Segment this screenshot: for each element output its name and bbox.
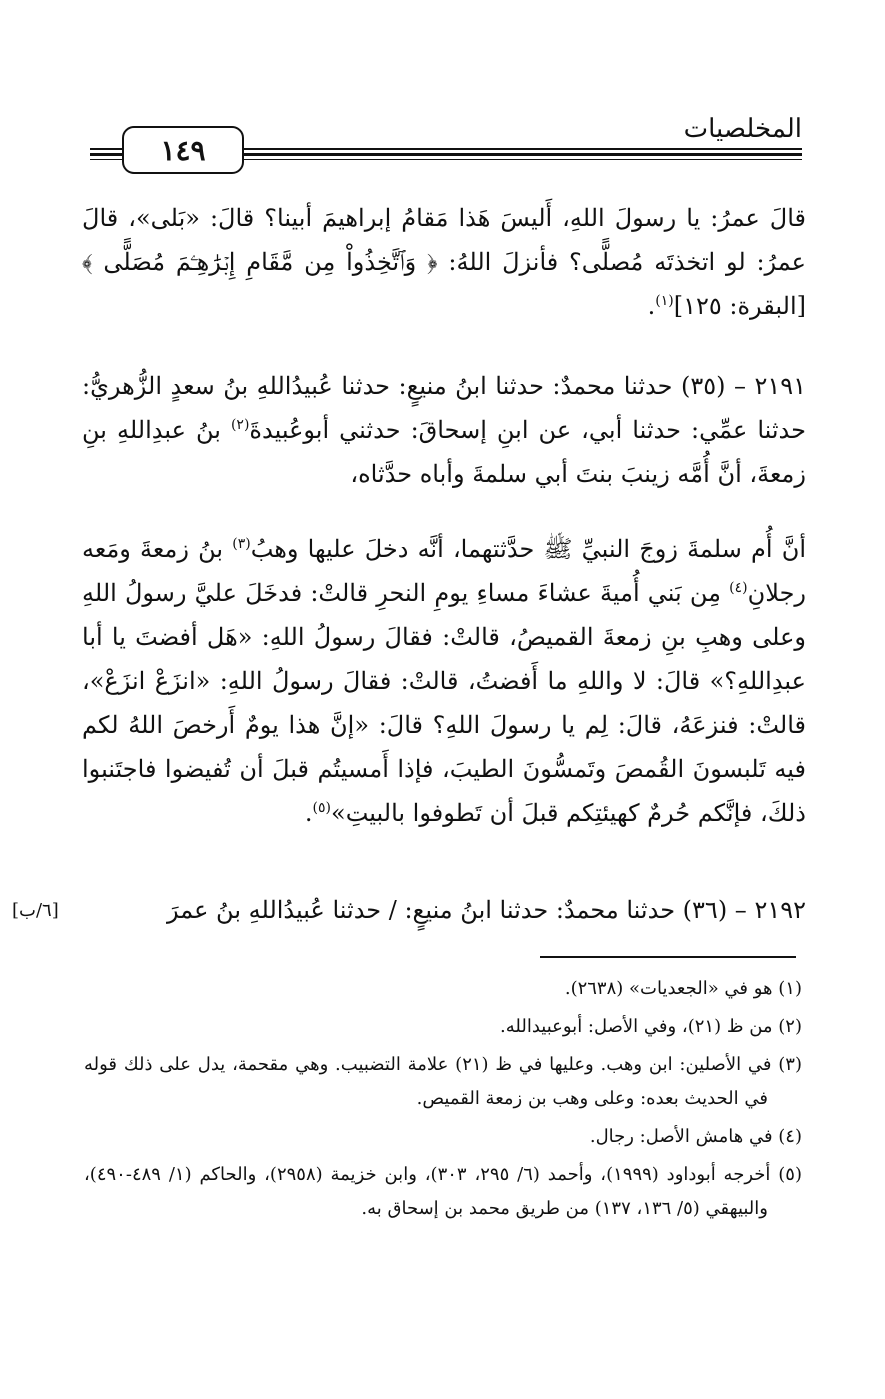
paragraph-1: قالَ عمرُ: يا رسولَ اللهِ، أَليسَ هَذا مَقامُ إبراهيمَ أبينا؟ قالَ: «بَلى»، قالَ عمرُ: لو اتخذتَه مُصلًّى؟ فأنزلَ اللهُ: ﴿ وَٱتَّخِذُواْ مِن مَّقَامِ إِبۡرَٰهِـۧمَ مُصَلًّى ﴾ [البقرة: ١٢٥]$^{(١)}$.	[82, 204, 806, 320]
footnote-3: (٣) في الأصلين: ابن وهب. وعليها في ظ (٢١) علامة التضبيب. وهي مقحمة، يدل على ذلك قوله في الحديث بعده: وعلى وهب بن زمعة القميص.	[84, 1054, 802, 1109]
hadith-2191-isnad	[82, 364, 806, 496]
footnote-4: (٤) في هامش الأصل: رجال.	[589, 1126, 802, 1147]
footnote-2: (٢) من ظ (٢١)، وفي الأصل: أبوعبيدالله.	[500, 1016, 802, 1037]
running-title: المخلصيات	[683, 114, 802, 144]
hadith-2192-isnad: ٢١٩٢ – (٣٦) حدثنا محمدٌ: حدثنا ابنُ منيعٍ: / حدثنا عُبيدُاللهِ بنُ عمرَ	[166, 896, 806, 924]
footnote-ref-4[interactable]: (٤)	[729, 580, 748, 596]
footnote-ref-3[interactable]: (٣)	[232, 536, 251, 552]
footnotes	[84, 972, 802, 1230]
manuscript-folio-marker: [٦/ب]	[12, 900, 59, 921]
footnote-5: (٥) أخرجه أبوداود (١٩٩٩)، وأحمد (٦/ ٢٩٥، ٣٠٣)، وابن خزيمة (٢٩٥٨)، والحاكم (١/ ٤٨٩-٤٩٠)، والبيهقي (٥/ ١٣٦، ١٣٧) من طريق محمد بن إسحاق به.	[84, 1164, 802, 1219]
hadith-2191-text-b: بنُ عبدِاللهِ بنِ زمعةَ، أنَّ أُمَّه زينبَ بنتَ أبي سلمةَ وأباه حدَّثاه،	[82, 416, 806, 488]
hadith-2191-matn: أنَّ أُم سلمةَ زوجَ النبيِّ ﷺ حدَّثتهما، أنَّه دخلَ عليها وهبُ$^{(٣)}$ بنُ زمعةَ ومَعه رجلانِ$^{(٤)}$ مِن بَني أُميةَ عشاءَ مساءِ يومِ النحرِ قالتْ: فدخَلَ عليَّ رسولُ اللهِ وعلى وهبِ بنِ زمعةَ القميصُ، قالتْ: فقالَ رسولُ اللهِ: «هَل أفضتَ يا أبا عبدِاللهِ؟» قالَ: لا واللهِ ما أَفضتُ، قالتْ: فقالَ رسولُ اللهِ: «انزَعْ انزَعْ»، قالتْ: فنزعَهُ، قالَ: لِم يا رسولَ اللهِ؟ قالَ: «إنَّ هذا يومٌ أَرخصَ اللهُ لكم فيه تَلبسونَ القُمصَ وتَمسُّونَ الطيبَ، فإذا أَمسيتُم قبلَ أن تُفيضوا فاجتَنبوا ذلكَ، فإنَّكم حُرمٌ كهيئتِكم قبلَ أن تَطوفوا بالبيتِ»$^{(٥)}$.	[82, 535, 806, 827]
matn-text-b: بنُ زمعةَ ومَعه رجلانِ	[82, 535, 806, 607]
page-header	[90, 112, 802, 174]
footnote-ref-5[interactable]: (٥)	[312, 800, 332, 816]
hadith-2191-text-a: ٢١٩١ – (٣٥) حدثنا محمدٌ: حدثنا ابنُ منيعٍ: حدثنا عُبيدُاللهِ بنُ سعدٍ الزُّهريُّ: حدثنا عمِّي: حدثنا أبي، عن ابنِ إسحاقَ: حدثني أبوعُبيدةَ	[82, 372, 806, 444]
footnote-separator	[540, 956, 796, 958]
paragraph-1-text: قالَ عمرُ: يا رسولَ اللهِ، أَليسَ هَذا مَقامُ إبراهيمَ أبينا؟ قالَ: «بَلى»، قالَ عمرُ: لو اتخذتَه مُصلًّى؟ فأنزلَ اللهُ: ﴿ وَٱتَّخِذُواْ مِن مَّقَامِ إِبۡرَٰهِـۧمَ مُصَلًّى ﴾ [البقرة: ١٢٥]	[82, 204, 806, 320]
matn-text-c: مِن بَني أُميةَ عشاءَ مساءِ يومِ النحرِ قالتْ: فدخَلَ عليَّ رسولُ اللهِ وعلى وهبِ بنِ زمعةَ القميصُ، قالتْ: فقالَ رسولُ اللهِ: «هَل أفضتَ يا أبا عبدِاللهِ؟» قالَ: لا واللهِ ما أَفضتُ، قالتْ: فقالَ رسولُ اللهِ: «انزَعْ انزَعْ»، قالتْ: فنزعَهُ، قالَ: لِم يا رسولَ اللهِ؟ قالَ: «إنَّ هذا يومٌ أَرخصَ اللهُ لكم فيه تَلبسونَ القُمصَ وتَمسُّونَ الطيبَ، فإذا أَمسيتُم قبلَ أن تُفيضوا فاجتَنبوا ذلكَ، فإنَّكم حُرمٌ كهيئتِكم قبلَ أن تَطوفوا بالبيتِ»	[82, 579, 806, 827]
footnote-1: (١) هو في «الجعديات» (٢٦٣٨).	[564, 978, 802, 999]
footnote-ref-1[interactable]: (١)	[655, 293, 674, 309]
footnote-ref-2[interactable]: (٢)	[230, 417, 250, 433]
page-number: ١٤٩	[122, 126, 244, 174]
matn-text-a: أنَّ أُم سلمةَ زوجَ النبيِّ ﷺ حدَّثتهما، أنَّه دخلَ عليها وهبُ	[250, 535, 806, 563]
